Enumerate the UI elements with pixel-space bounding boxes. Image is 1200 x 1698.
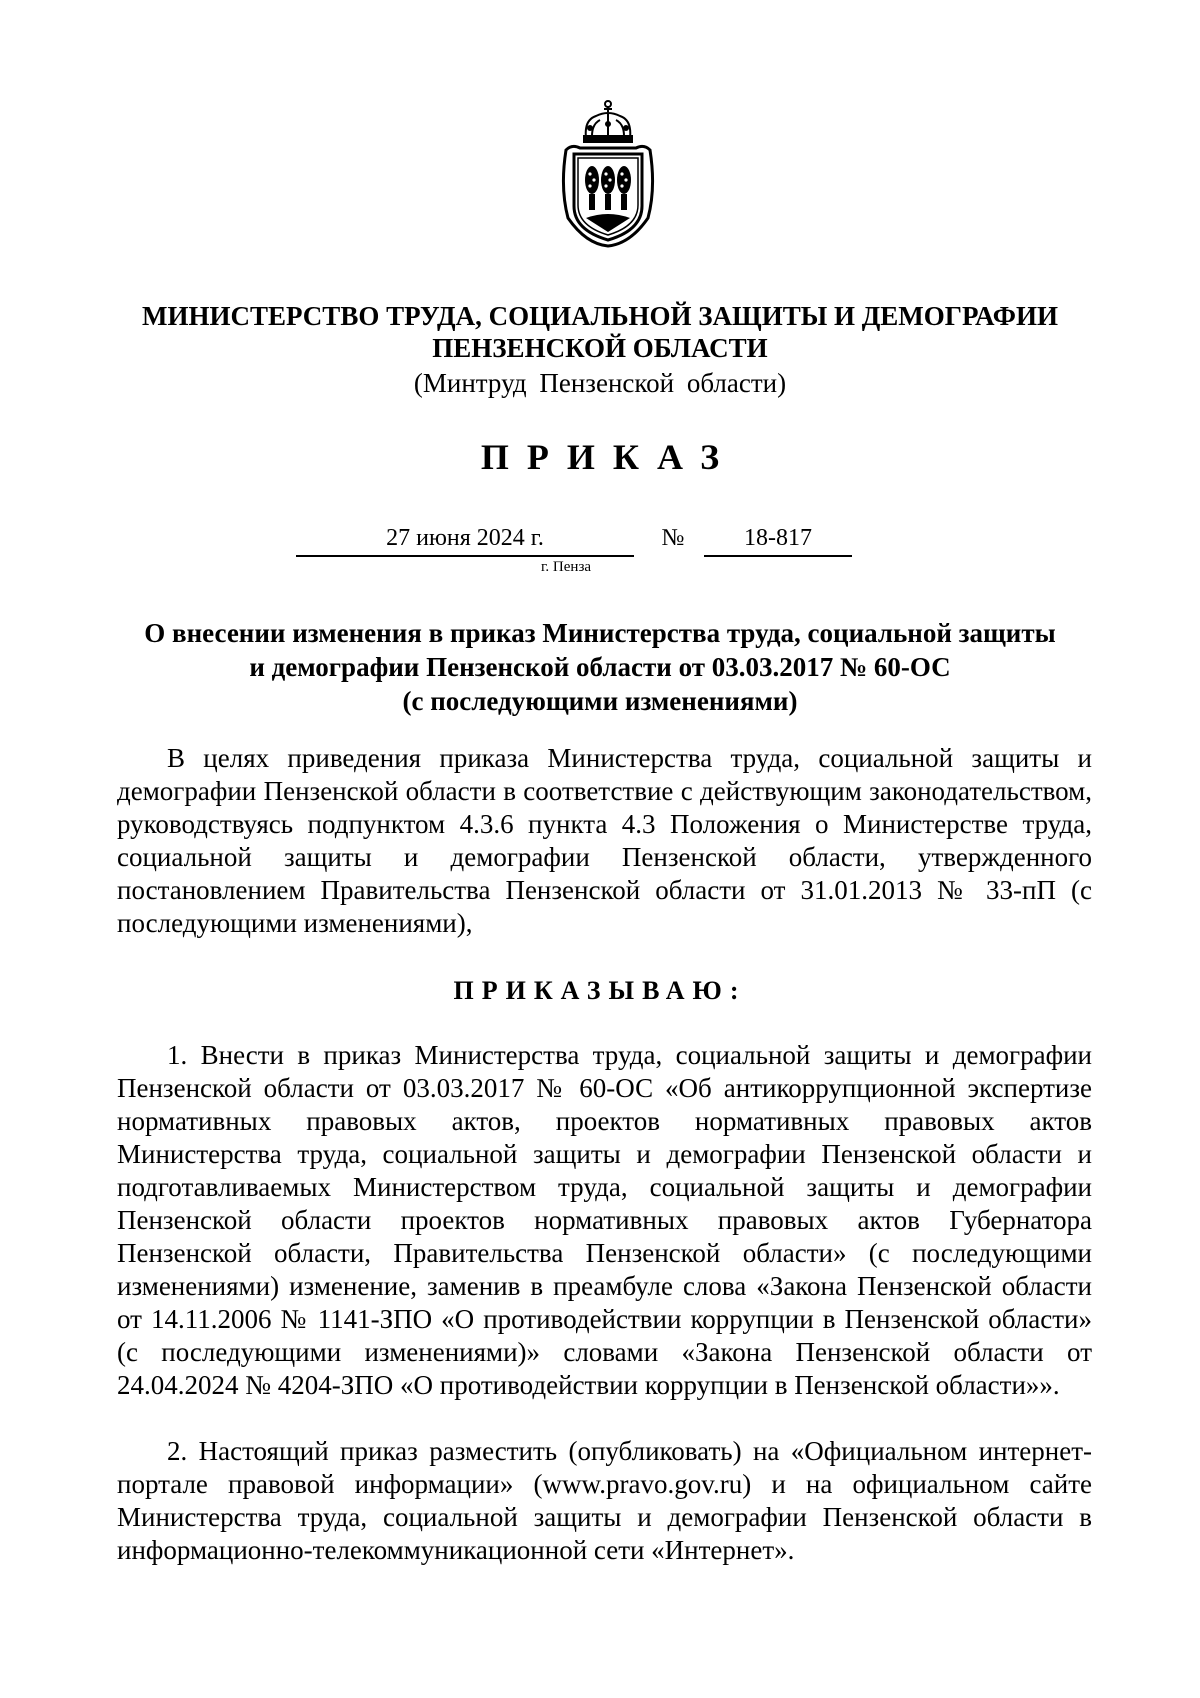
decree-word: ПРИКАЗЫВАЮ: (453, 976, 747, 1005)
number-underline (704, 555, 852, 557)
penza-region-coat-of-arms-icon (556, 98, 660, 248)
heading-line3: (с последующими изменениями) (402, 686, 798, 716)
heading-line2: и демографии Пензенской области от 03.03.2017 № 60-ОС (249, 652, 951, 682)
ministry-short-name: (Минтруд Пензенской области) (413, 368, 787, 398)
ministry-name-line2: ПЕНЗЕНСКОЙ ОБЛАСТИ (432, 333, 768, 363)
number-label: № (661, 525, 685, 551)
document-type-title: ПРИКАЗ (480, 437, 738, 477)
ministry-name-line1: МИНИСТЕРСТВО ТРУДА, СОЦИАЛЬНОЙ ЗАЩИТЫ И ДЕМОГРАФИИ (141, 301, 1058, 331)
date-underline (296, 555, 634, 557)
heading-line1: О внесении изменения в приказ Министерства труда, социальной защиты (144, 618, 1056, 648)
document-city: г. Пенза (540, 559, 592, 575)
document-date: 27 июня 2024 г. (386, 525, 544, 551)
order-item-2: 2. Настоящий приказ разместить (опубликовать) на «Официальном интернет-портале правовой информации» (www.pravo.gov.ru) и на официальном сайте Министерства труда, социальной защиты и демографии Пензенской области в информационно-телекоммуникационной сети «Интернет». (117, 1436, 1092, 1565)
document-number: 18-817 (744, 525, 812, 551)
order-item-1: 1. Внести в приказ Министерства труда, социальной защиты и демографии Пензенской области от 03.03.2017 № 60-ОС «Об антикоррупционной экспертизе нормативных правовых актов, проектов нормативных правовых актов Министерства труда, социальной защиты и демографии Пензенской области и подготавливаемых Министерством труда, социальной защиты и демографии Пензенской области проектов нормативных правовых актов Губернатора Пензенской области, Правительства Пензенской области» (с последующими изменениями) изменение, заменив в преамбуле слова «Закона Пензенской области от 14.11.2006 № 1141-ЗПО «О противодействии коррупции в Пензенской области» (с последующими изменениями)» словами «Закона Пензенской области от 24.04.2024 № 4204-ЗПО «О противодействии коррупции в Пензенской области»». (117, 1040, 1092, 1400)
preamble-paragraph: В целях приведения приказа Министерства труда, социальной защиты и демографии Пензенской области в соответствие с действующим законодательством, руководствуясь подпунктом 4.3.6 пункта 4.3 Положения о Министерстве труда, социальной защиты и демографии Пензенской области, утвержденного постановлением Правительства Пензенской области от 31.01.2013 № 33-пП (с последующими изменениями), (117, 743, 1092, 938)
